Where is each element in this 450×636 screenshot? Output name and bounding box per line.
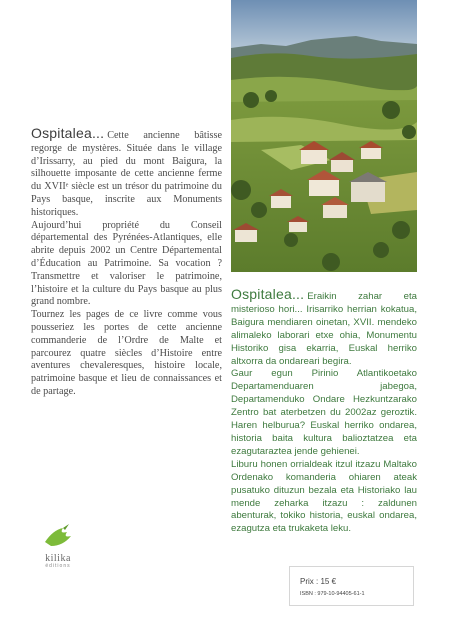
- landscape-photo-icon: [231, 0, 417, 272]
- french-description: [31, 127, 222, 399]
- cover-photo: [231, 0, 417, 272]
- french-paragraph: Tournez les pages de ce livre comme vous pousseriez les portes de cette ancienne commanderie de l’Ordre de Malte et parcourez quatre siècles d’Histoire entre aventures chevaleresques, histoire locale, patrimoine basque et lieu de connaissances et de partage.: [31, 309, 222, 397]
- publisher-name: kilika: [45, 553, 71, 564]
- publisher-logo: [28, 524, 88, 570]
- bird-logo-icon: [43, 524, 73, 550]
- basque-paragraph: Eraikin zahar eta misterioso hori... Irisarriko herrian kokatua, Baigura mendiaren oinetan, XVII. mendeko alimaleko laborari etxe ohia, Monumentu Historiko gisa ekarria, Euskal herriko altxorra da ondareari begira.: [231, 291, 417, 367]
- barcode-box: [289, 566, 414, 606]
- french-title: Ospitalea...: [31, 125, 105, 141]
- french-paragraph: Aujourd’hui propriété du Conseil départemental des Pyrénées-Atlantiques, elle abrite depuis 2002 un Centre Départemental d’Éducation au Patrimoine. Sa vocation ? Transmettre et valoriser le patrimoine, l’histoire et la culture du Pays basque au plus grand nombre.: [31, 219, 222, 308]
- basque-description: [231, 288, 417, 536]
- price-label: Prix : 15 €: [300, 577, 337, 586]
- publisher-subtitle: éditions: [45, 563, 71, 569]
- basque-title: Ospitalea...: [231, 286, 305, 302]
- basque-paragraph: Liburu honen orrialdeak itzul itzazu Maltako Ordenako komanderia ohiaren ateak pusatuko dituzun bezala eta Historiako lau mende zeharka itzazu : zaldunen abenturak, tokiko historia, euskal ondarea, ezagutza eta trukaketa leku.: [231, 458, 417, 535]
- isbn-label: ISBN : 979-10-94405-61-1: [300, 591, 365, 597]
- basque-paragraph: Gaur egun Pirinio Atlantikoetako Departamenduaren jabegoa, Departamenduko Ondare Hezkuntzarako Zentro bat aterbetzen du 2002az geroztik. Haren helburua? Euskal herriko ondarea, historia baita kultura balioztatzea eta ezagutaraztea jende gehienei.: [231, 368, 417, 457]
- french-paragraph: Cette ancienne bâtisse regorge de mystères. Située dans le village d’Irissarry, au pied du mont Baigura, la silhouette imposante de cette ancienne ferme du XVIIᵉ siècle est un trésor du patrimoine du Pays basque, inscrite aux Monuments historiques.: [31, 130, 222, 218]
